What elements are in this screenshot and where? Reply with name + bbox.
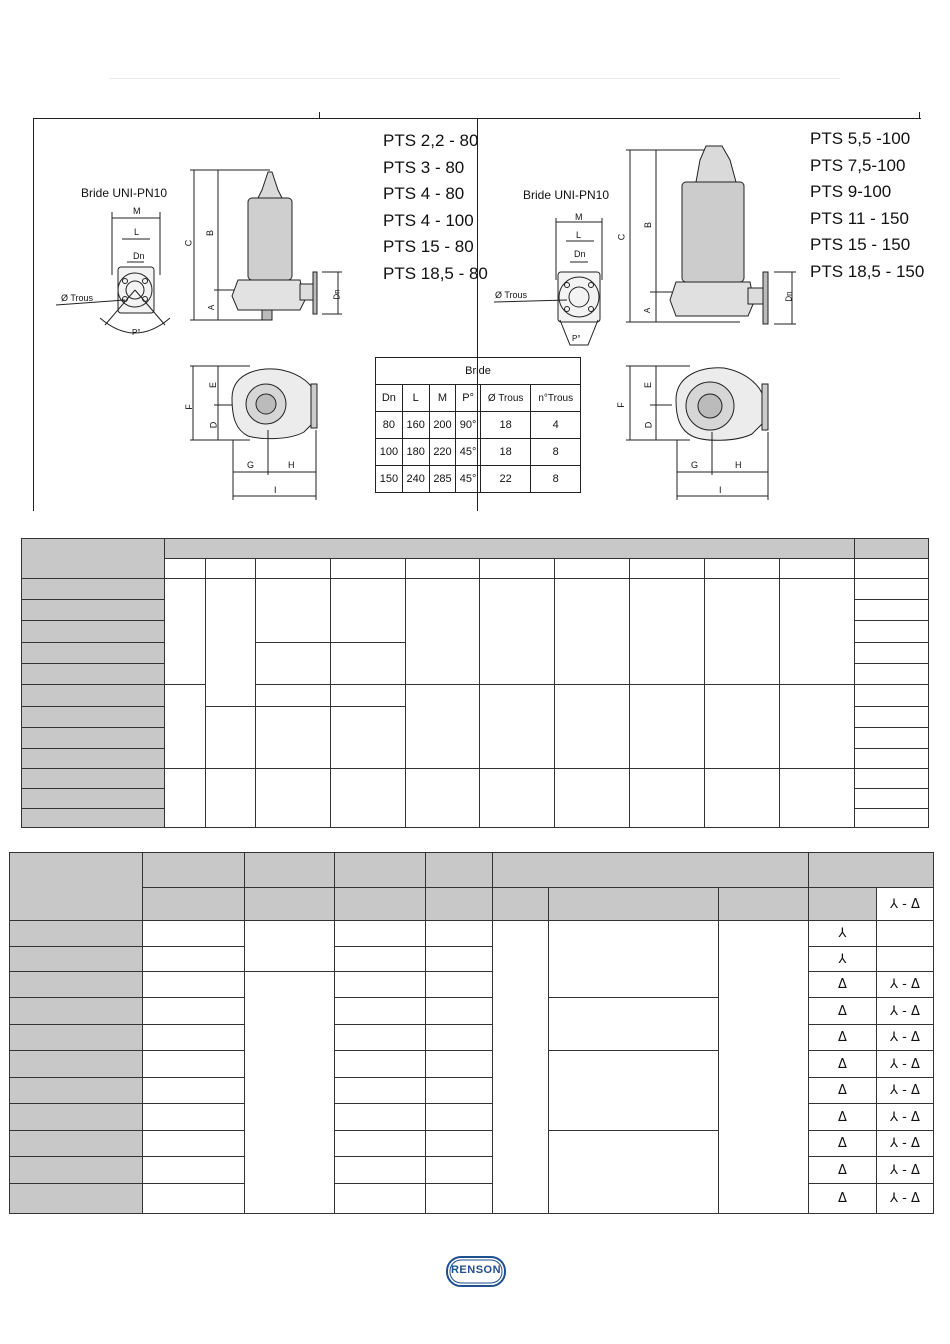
elec-cell	[425, 998, 493, 1025]
bride-cell: 4	[531, 412, 581, 439]
model-label: PTS 2,2 - 80	[383, 131, 479, 150]
elec-cell	[142, 921, 244, 947]
dim-cell	[255, 578, 330, 642]
dim-label: C	[616, 233, 627, 241]
elec-cell	[142, 1025, 244, 1051]
dim-table-col-head	[255, 559, 330, 578]
bride-cell: 22	[480, 466, 531, 493]
model-label: PTS 3 - 80	[383, 157, 465, 177]
delta-connection-icon: Δ	[809, 1104, 877, 1131]
elec-cell	[244, 921, 334, 972]
bride-cell: 8	[531, 439, 581, 466]
dim-label: G	[247, 460, 255, 470]
dim-cell	[630, 685, 705, 768]
elec-table-head	[244, 853, 334, 888]
dim-cell	[705, 768, 780, 827]
dim-table-col-head	[164, 559, 205, 578]
dim-cell	[854, 685, 928, 706]
bride-header-m: M	[429, 385, 456, 412]
dim-label: I	[274, 485, 277, 495]
bride-cell: 240	[402, 466, 429, 493]
dim-cell	[780, 578, 855, 685]
bride-header-l: L	[402, 385, 429, 412]
dim-label: I	[719, 485, 722, 495]
elec-row-head	[10, 1184, 143, 1214]
elec-cell	[425, 921, 493, 947]
elec-cell	[142, 1104, 244, 1131]
dim-cell	[705, 578, 780, 685]
dim-cell	[405, 768, 480, 827]
bride-cell: 80	[376, 412, 403, 439]
elec-table-head-group	[493, 853, 809, 888]
bride-cell: 220	[429, 439, 456, 466]
start-cell	[876, 947, 933, 972]
dim-row-head	[22, 600, 165, 621]
dim-cell	[480, 685, 555, 768]
elec-cell	[142, 1157, 244, 1184]
dim-cell	[854, 748, 928, 768]
star-delta-start-icon: ⅄ - Δ	[876, 1051, 933, 1078]
dim-cell	[630, 768, 705, 827]
elec-cell	[549, 1131, 719, 1214]
elec-cell	[244, 972, 334, 1214]
dim-label: Dn	[332, 289, 342, 300]
elec-table-head-connection	[809, 853, 934, 888]
elec-cell	[425, 947, 493, 972]
elec-cell	[142, 998, 244, 1025]
dim-table-header-group	[164, 539, 854, 559]
dim-cell	[480, 578, 555, 685]
elec-cell	[549, 998, 719, 1051]
model-label: PTS 11 - 150	[810, 208, 909, 228]
elec-cell	[425, 1051, 493, 1078]
flange-label: Bride UNI-PN10	[81, 186, 168, 200]
elec-cell	[142, 1051, 244, 1078]
right-pump-side-view	[626, 146, 796, 324]
star-delta-start-icon: ⅄ - Δ	[876, 1131, 933, 1157]
dimensions-table	[21, 538, 929, 828]
elec-row-head	[10, 972, 143, 998]
dim-label: Dn	[133, 251, 145, 261]
dim-cell	[854, 664, 928, 685]
elec-row-head	[10, 1131, 143, 1157]
bride-table-title: Bride	[376, 358, 581, 385]
dim-table-col-head	[780, 559, 855, 578]
dim-cell	[330, 768, 405, 827]
model-label: PTS 15 - 80	[383, 237, 474, 256]
elec-cell	[425, 1184, 493, 1214]
dim-cell	[405, 685, 480, 768]
delta-connection-icon: Δ	[809, 998, 877, 1025]
star-delta-start-icon: ⅄ - Δ	[876, 972, 933, 998]
elec-cell	[334, 1104, 425, 1131]
elec-cell	[425, 1131, 493, 1157]
bride-header-dn: Dn	[376, 385, 403, 412]
star-delta-start-icon: ⅄ - Δ	[876, 998, 933, 1025]
dim-label: M	[575, 212, 583, 222]
dim-row-head	[22, 748, 165, 768]
elec-cell	[425, 1157, 493, 1184]
dim-label: D	[643, 421, 654, 429]
model-label: PTS 7,5-100	[810, 155, 906, 175]
dim-label: B	[643, 221, 654, 229]
elec-cell	[334, 972, 425, 998]
elec-cell	[142, 1184, 244, 1214]
dim-cell	[705, 685, 780, 768]
dim-label: L	[576, 230, 582, 240]
dim-cell	[164, 768, 205, 827]
dim-label: F	[183, 404, 194, 410]
dim-label: G	[691, 460, 699, 470]
bride-header-holes-count: n°Trous	[531, 385, 581, 412]
elec-table-subhead	[425, 888, 493, 921]
elec-cell	[334, 998, 425, 1025]
renson-logo-text: RENSON	[450, 1264, 502, 1276]
star-delta-start-icon: ⅄ - Δ	[876, 1184, 933, 1214]
model-label: PTS 18,5 - 150	[810, 261, 925, 281]
star-delta-start-icon: ⅄ - Δ	[876, 1078, 933, 1104]
elec-cell	[142, 972, 244, 998]
bride-cell: 45°	[456, 466, 480, 493]
star-connection-icon: ⅄	[809, 921, 877, 947]
dim-cell	[854, 808, 928, 827]
elec-table-subhead	[719, 888, 809, 921]
elec-cell	[142, 1078, 244, 1104]
bride-cell: 150	[376, 466, 403, 493]
dim-row-head	[22, 728, 165, 748]
dim-cell	[255, 706, 330, 768]
bride-cell: 100	[376, 439, 403, 466]
dim-label: A	[207, 304, 217, 311]
dim-table-corner	[22, 539, 165, 579]
dim-label: P°	[132, 328, 141, 337]
elec-cell	[334, 1025, 425, 1051]
bride-cell: 285	[429, 466, 456, 493]
bride-header-holes-diameter: Ø Trous	[480, 385, 531, 412]
elec-cell	[334, 1078, 425, 1104]
delta-connection-icon: Δ	[809, 972, 877, 998]
delta-connection-icon: Δ	[809, 1131, 877, 1157]
star-delta-start-icon: ⅄ - Δ	[876, 1104, 933, 1131]
dim-cell	[164, 685, 205, 768]
elec-cell	[142, 1131, 244, 1157]
dim-cell	[780, 685, 855, 768]
dim-table-header-weight	[854, 539, 928, 559]
elec-cell	[425, 1078, 493, 1104]
elec-row-head	[10, 1025, 143, 1051]
dim-cell	[555, 685, 630, 768]
model-label: PTS 5,5 -100	[810, 129, 911, 148]
elec-cell	[549, 1051, 719, 1131]
elec-row-head	[10, 1051, 143, 1078]
dim-label: F	[615, 402, 626, 408]
dim-cell	[480, 768, 555, 827]
dim-table-col-head	[205, 559, 255, 578]
dim-cell	[255, 642, 330, 685]
dim-table-col-head	[405, 559, 480, 578]
model-label: PTS 15 - 150	[810, 235, 911, 254]
left-pump-top-view	[190, 366, 317, 500]
elec-cell	[334, 1157, 425, 1184]
delta-connection-icon: Δ	[809, 1051, 877, 1078]
dim-label: P°	[572, 334, 581, 343]
dim-label: H	[288, 460, 295, 470]
elec-table-subhead	[493, 888, 549, 921]
dim-cell	[854, 621, 928, 642]
dim-label: H	[735, 460, 742, 470]
dim-table-col-head	[854, 559, 928, 578]
dim-cell	[405, 578, 480, 685]
dim-cell	[854, 600, 928, 621]
elec-cell	[549, 921, 719, 998]
bride-cell: 18	[480, 439, 531, 466]
dim-label: Dn	[784, 291, 794, 302]
elec-table-subhead	[244, 888, 334, 921]
bride-cell: 180	[402, 439, 429, 466]
elec-table-subhead	[809, 888, 877, 921]
bride-cell: 18	[480, 412, 531, 439]
dim-cell	[205, 706, 255, 768]
right-flange-front-view	[494, 218, 602, 345]
model-label: PTS 4 - 80	[383, 184, 465, 203]
dim-table-col-head	[705, 559, 780, 578]
dim-label: C	[183, 239, 194, 247]
elec-row-head	[10, 921, 143, 947]
dim-cell	[330, 685, 405, 706]
dim-cell	[555, 768, 630, 827]
bride-cell: 160	[402, 412, 429, 439]
dim-cell	[255, 685, 330, 706]
dim-cell	[164, 578, 205, 685]
elec-row-head	[10, 947, 143, 972]
elec-table-head	[425, 853, 493, 888]
elec-cell	[425, 972, 493, 998]
star-connection-icon: ⅄	[809, 947, 877, 972]
dim-label: A	[643, 307, 653, 314]
star-delta-start-icon: ⅄ - Δ	[876, 1157, 933, 1184]
dim-cell	[854, 789, 928, 808]
elec-cell	[425, 1104, 493, 1131]
dim-cell	[205, 578, 255, 706]
dim-label: E	[643, 381, 654, 389]
dim-cell	[255, 768, 330, 827]
dim-label: L	[134, 227, 140, 237]
dim-row-head	[22, 706, 165, 727]
dim-row-head	[22, 642, 165, 663]
bride-cell: 45°	[456, 439, 480, 466]
holes-label: Ø Trous	[61, 293, 94, 303]
dim-cell	[630, 578, 705, 685]
dim-cell	[854, 728, 928, 748]
elec-cell	[334, 921, 425, 947]
elec-cell	[334, 1131, 425, 1157]
dim-row-head	[22, 621, 165, 642]
dim-cell	[330, 578, 405, 642]
dim-cell	[854, 578, 928, 599]
left-flange-front-view	[56, 212, 170, 333]
elec-row-head	[10, 1104, 143, 1131]
bride-header-p: P°	[456, 385, 480, 412]
dim-cell	[205, 768, 255, 827]
dim-row-head	[22, 768, 165, 788]
model-label: PTS 18,5 - 80	[383, 263, 488, 283]
right-pump-top-view	[626, 366, 768, 500]
dim-row-head	[22, 664, 165, 685]
elec-row-head	[10, 1157, 143, 1184]
model-label: PTS 4 - 100	[383, 210, 474, 230]
dim-label: M	[133, 206, 141, 216]
star-delta-header-icon: ⅄ - Δ	[876, 888, 933, 921]
elec-table-head	[142, 853, 244, 888]
dim-table-col-head	[555, 559, 630, 578]
bride-cell: 8	[531, 466, 581, 493]
elec-table-corner	[10, 853, 143, 921]
left-pump-side-view	[190, 170, 342, 320]
dim-table-col-head	[480, 559, 555, 578]
dim-cell	[780, 768, 855, 827]
dim-cell	[854, 642, 928, 663]
delta-connection-icon: Δ	[809, 1184, 877, 1214]
elec-table-head	[334, 853, 425, 888]
elec-cell	[334, 1051, 425, 1078]
dim-table-col-head	[330, 559, 405, 578]
flange-label: Bride UNI-PN10	[523, 188, 610, 202]
elec-cell	[334, 1184, 425, 1214]
delta-connection-icon: Δ	[809, 1157, 877, 1184]
delta-connection-icon: Δ	[809, 1025, 877, 1051]
bride-cell: 90°	[456, 412, 480, 439]
elec-row-head	[10, 998, 143, 1025]
elec-cell	[142, 947, 244, 972]
elec-cell	[719, 921, 809, 1214]
dim-row-head	[22, 808, 165, 827]
electrical-table	[9, 852, 934, 1214]
dim-table-col-head	[630, 559, 705, 578]
dim-label: Dn	[574, 249, 586, 259]
dim-label: B	[205, 229, 216, 237]
dim-row-head	[22, 578, 165, 599]
dim-label: E	[208, 381, 219, 389]
elec-cell	[493, 921, 549, 1214]
holes-label: Ø Trous	[495, 290, 528, 300]
bride-table	[375, 357, 581, 493]
elec-cell	[334, 947, 425, 972]
dim-row-head	[22, 685, 165, 706]
elec-table-subhead	[334, 888, 425, 921]
model-label: PTS 9-100	[810, 182, 892, 201]
renson-logo	[446, 1256, 506, 1287]
dim-row-head	[22, 789, 165, 808]
dim-cell	[330, 642, 405, 685]
bride-cell: 200	[429, 412, 456, 439]
star-delta-start-icon: ⅄ - Δ	[876, 1025, 933, 1051]
elec-table-subhead	[549, 888, 719, 921]
dim-cell	[854, 706, 928, 727]
elec-table-subhead	[142, 888, 244, 921]
dim-label: D	[208, 421, 219, 429]
elec-row-head	[10, 1078, 143, 1104]
delta-connection-icon: Δ	[809, 1078, 877, 1104]
dim-cell	[555, 578, 630, 685]
dim-cell	[330, 706, 405, 768]
dim-cell	[854, 768, 928, 788]
start-cell	[876, 921, 933, 947]
elec-cell	[425, 1025, 493, 1051]
